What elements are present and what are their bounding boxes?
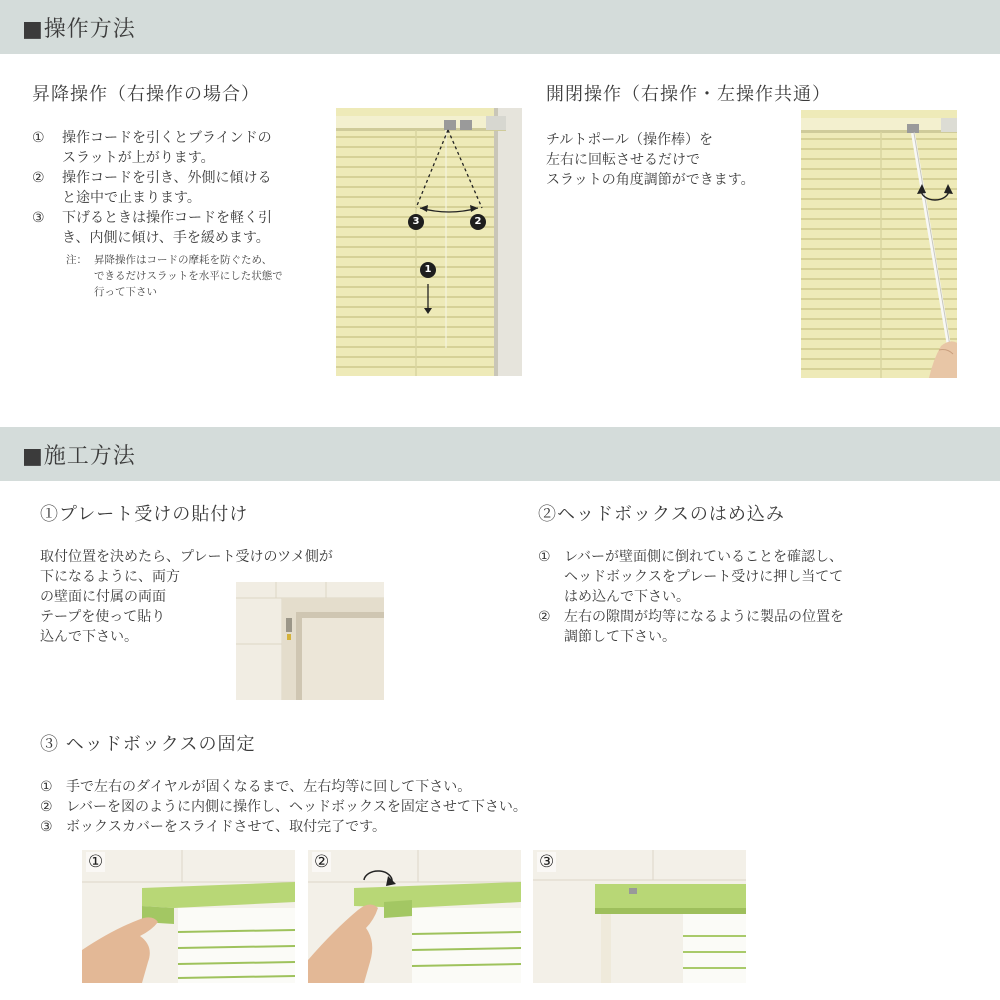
raise-item-3-cont: き、内側に傾け、手を緩めます。 xyxy=(62,230,270,246)
tilt-line-1: チルトポール（操作棒）を xyxy=(546,132,714,148)
plate-line-2: 下になるように、両方 xyxy=(40,569,180,585)
raise-heading: 昇降操作（右操作の場合） xyxy=(32,84,260,105)
fix-heading: ③ ヘッドボックスの固定 xyxy=(40,734,256,755)
fix-step-illustration-2 xyxy=(308,850,521,983)
tilt-blind-illustration xyxy=(801,110,957,378)
fix-step-label-1: ① xyxy=(88,852,104,872)
tilt-line-3: スラットの角度調節ができます。 xyxy=(546,172,755,188)
fix-instructions xyxy=(40,777,527,837)
install-section-header xyxy=(0,427,1000,481)
headbox-item-1-cont3: はめ込んで下さい。 xyxy=(564,589,690,605)
tilt-blind-photo xyxy=(801,110,957,378)
tilt-heading: 開閉操作（右操作・左操作共通） xyxy=(546,84,831,105)
headbox-item-1: ① レバーが壁面側に倒れていることを確認し、 xyxy=(538,549,844,565)
operation-section-header xyxy=(0,0,1000,54)
fix-step-photo-2 xyxy=(308,850,521,983)
raise-item-1: ① 操作コードを引くとブラインドの xyxy=(32,130,272,146)
tilt-line-2: 左右に回転させるだけで xyxy=(546,152,700,168)
badge-one: 1 xyxy=(420,262,436,278)
raise-item-3: ③ 下げるときは操作コードを軽く引 xyxy=(32,210,272,226)
headbox-item-1-cont2: ヘッドボックスをプレート受けに押し当てて xyxy=(564,569,844,585)
plate-line-1: 取付位置を決めたら、プレート受けのツメ側が xyxy=(40,549,333,565)
plate-line-5: 込んで下さい。 xyxy=(40,629,138,645)
tilt-instructions xyxy=(546,130,755,190)
headbox-item-2-cont: 調節して下さい。 xyxy=(564,629,676,645)
raise-blind-photo xyxy=(336,108,522,376)
badge-three: 3 xyxy=(408,214,424,230)
plate-line-3: の壁面に付属の両面 xyxy=(40,589,166,605)
headbox-item-2: ② 左右の隙間が均等になるように製品の位置を xyxy=(538,609,844,625)
install-section-title: ■施工方法 xyxy=(22,444,136,469)
raise-blind-illustration xyxy=(336,108,522,376)
raise-note: 注： 昇降操作はコードの摩耗を防ぐため、 できるだけスラットを水平にした状態で 行って下さい xyxy=(66,254,283,298)
fix-item-1: ① 手で左右のダイヤルが固くなるまで、左右均等に回して下さい。 xyxy=(40,779,472,795)
raise-item-2-cont: と途中で止まります。 xyxy=(62,190,201,206)
headbox-heading: ②ヘッドボックスのはめ込み xyxy=(538,504,785,525)
raise-item-1-cont: スラットが上がります。 xyxy=(62,150,215,166)
plate-illustration xyxy=(236,582,384,700)
headbox-instructions xyxy=(538,547,844,647)
fix-item-2: ② レバーを図のように内側に操作し、ヘッドボックスを固定させて下さい。 xyxy=(40,799,527,815)
fix-item-3: ③ ボックスカバーをスライドさせて、取付完了です。 xyxy=(40,819,387,835)
fix-step-photo-1 xyxy=(82,850,295,983)
fix-step-label-2: ② xyxy=(314,852,330,872)
fix-step-photo-3 xyxy=(533,850,746,983)
fix-step-illustration-1 xyxy=(82,850,295,983)
raise-item-2: ② 操作コードを引き、外側に傾ける xyxy=(32,170,272,186)
plate-heading: ①プレート受けの貼付け xyxy=(40,504,249,525)
raise-instructions xyxy=(32,128,272,248)
plate-line-4: テープを使って貼り xyxy=(40,609,166,625)
operation-section-title: ■操作方法 xyxy=(22,17,136,42)
fix-step-label-3: ③ xyxy=(539,852,555,872)
fix-step-illustration-3 xyxy=(533,850,746,983)
plate-photo xyxy=(236,582,384,700)
badge-two: 2 xyxy=(470,214,486,230)
